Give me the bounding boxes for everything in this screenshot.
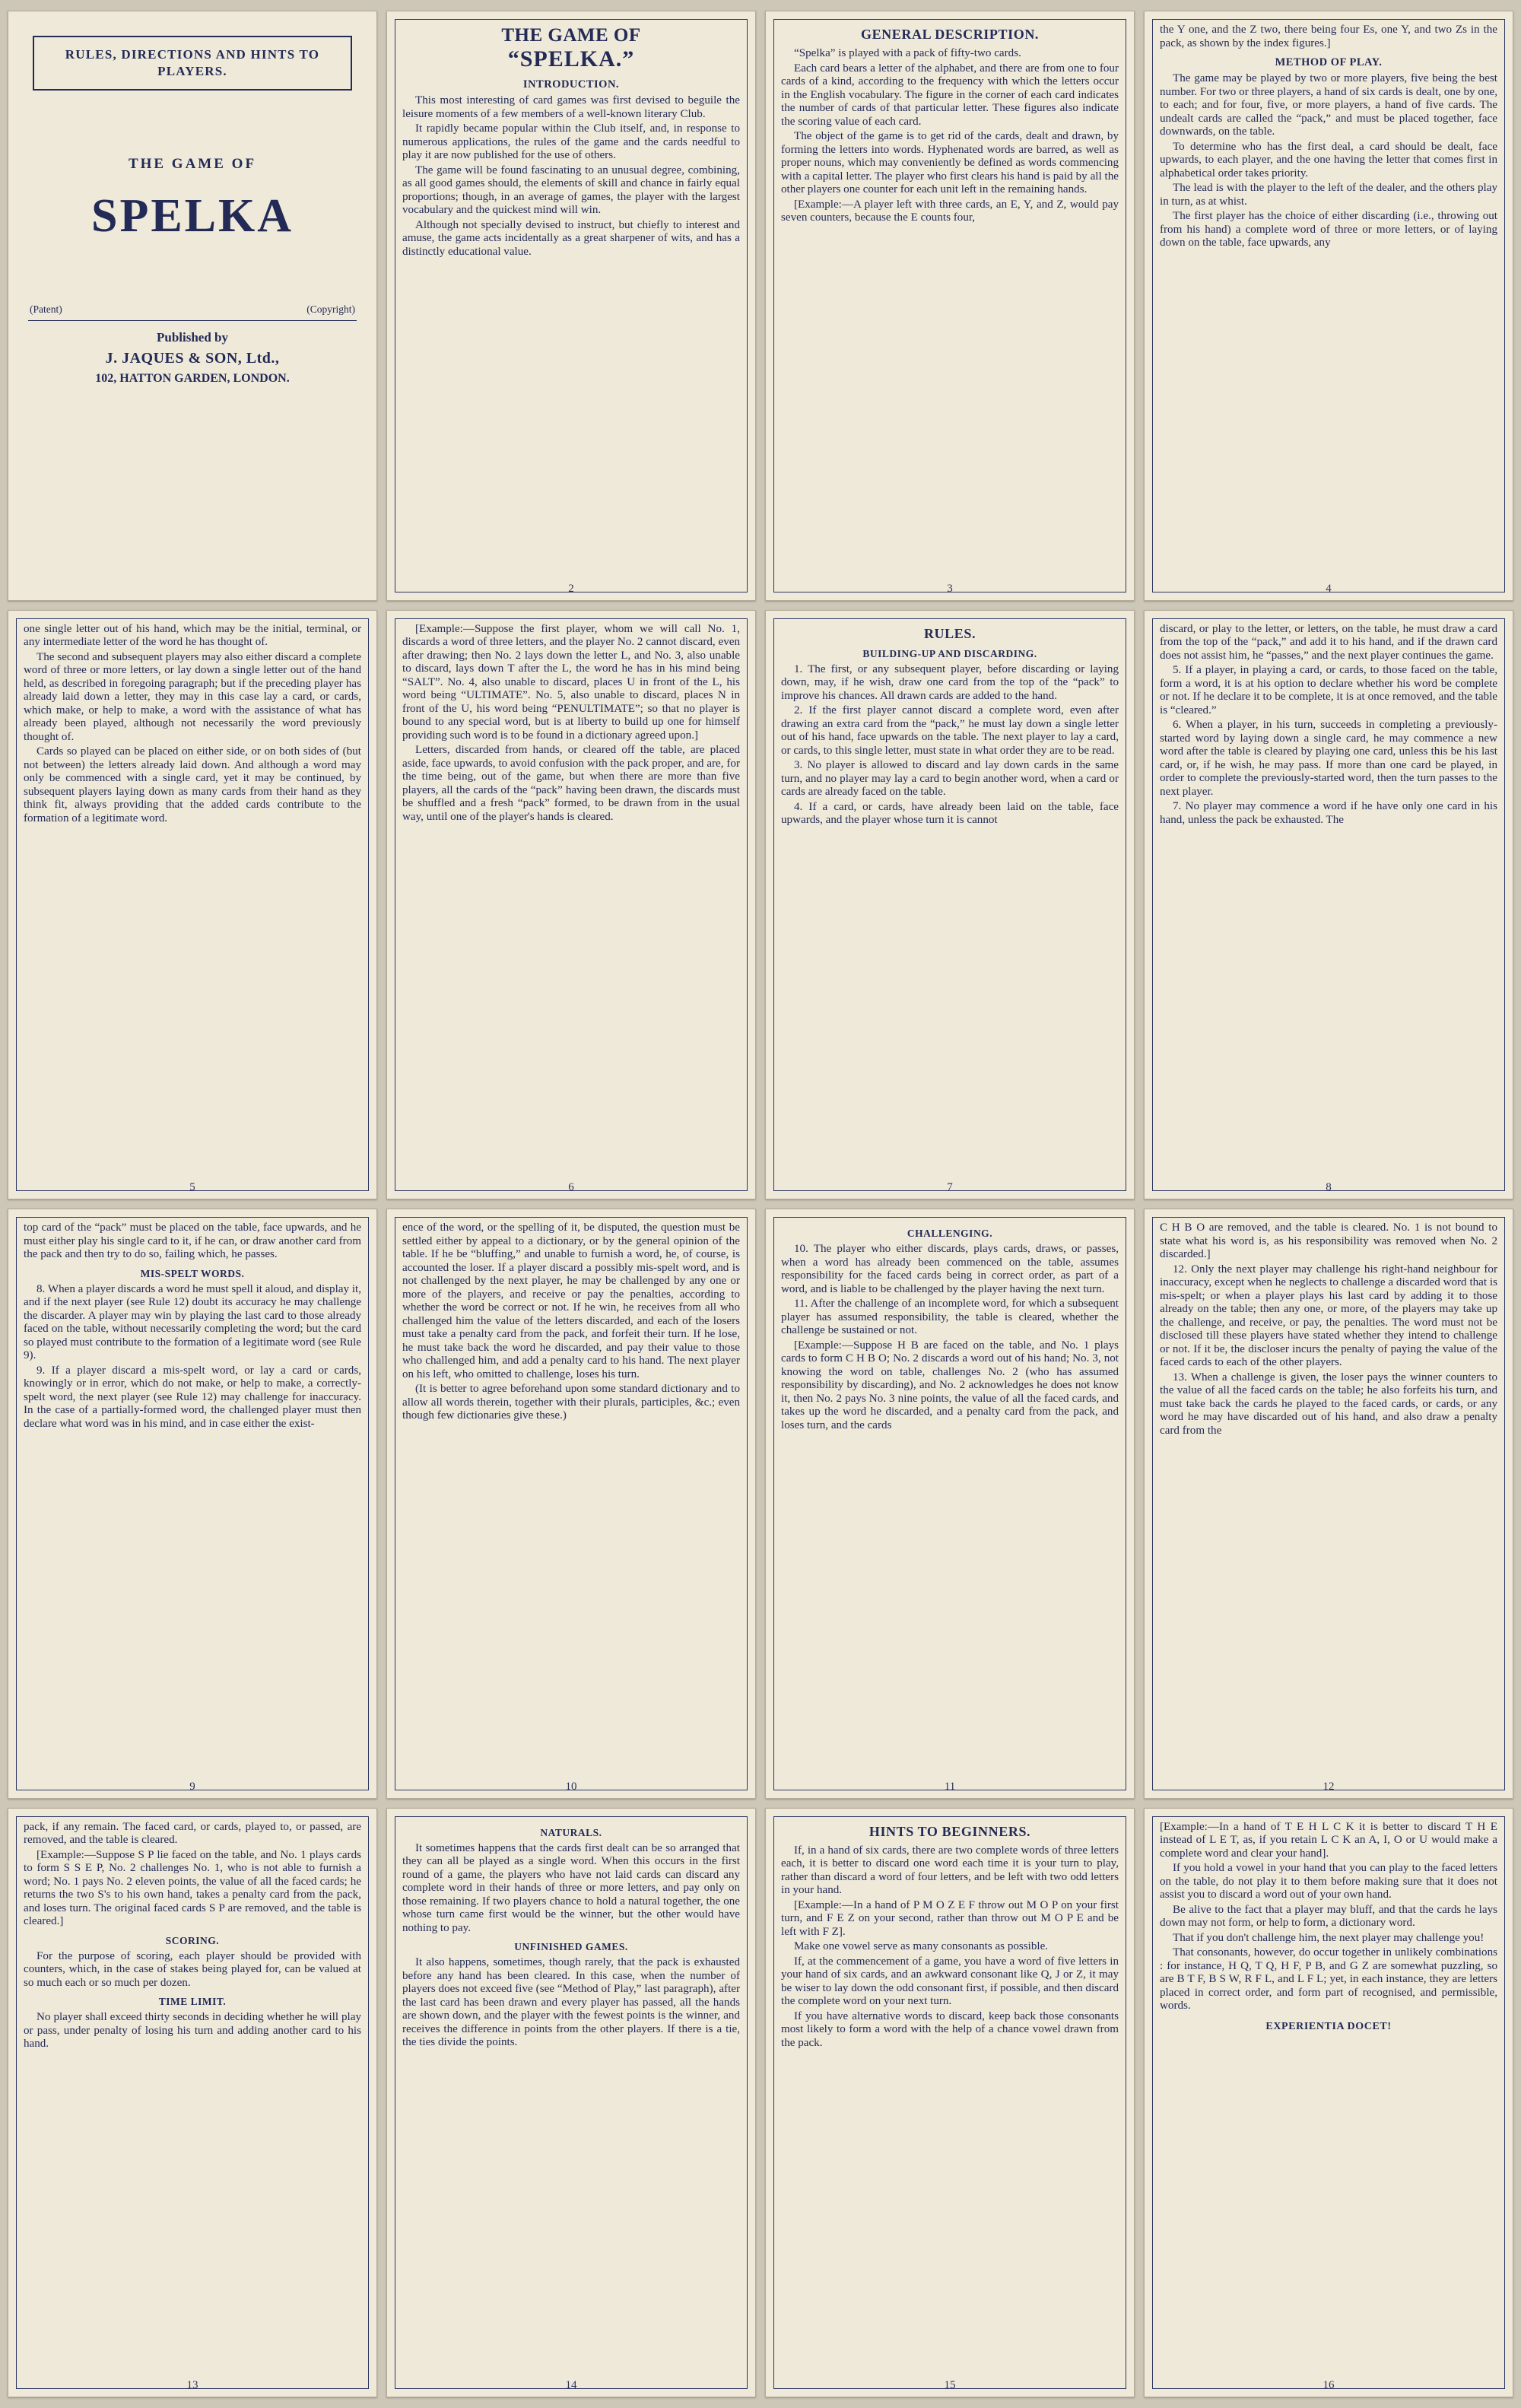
body-text	[24, 1821, 361, 1929]
section-heading: HINTS TO BEGINNERS.	[868, 1823, 1031, 1839]
body-text	[781, 1844, 1119, 2051]
rule-item: 8. When a player discards a word he must spell it aloud, and display it, and if the next player (see Rule 12) doubt its accuracy he may challenge the discarder. A player may win by playing the last card to those already faced on the table, without necessarily completing the word; but the card so played must contribute to the formation of a legitimate word (see Rule 9).	[24, 1282, 361, 1361]
page-number: 10	[565, 1780, 577, 1793]
page-number: 6	[568, 1181, 574, 1193]
card-page-15	[765, 1808, 1135, 2398]
page-number: 12	[1323, 1780, 1335, 1793]
body-text-continued	[1160, 24, 1497, 50]
rule-item: 2. If the first player cannot discard a complete word, even after drawing an extra card from the “pack,” he must lay down a single letter out of his hand, face upwards on the table. The next player to lay a card, or cards, to this single letter, must state in what order they are to be read.	[781, 704, 1119, 757]
page-number: 13	[186, 2379, 198, 2391]
cover-published-by: Published by	[156, 330, 228, 345]
card-page-5	[8, 610, 377, 1200]
example: [Example:—In a hand of T E H L C K it is better to discard T H E instead of L E T, as, if you retain L C K an A, I, O or U would make a complete word and clear your hand].	[1160, 1820, 1497, 1860]
naturals-heading: NATURALS.	[540, 1826, 602, 1838]
card-page-4	[1144, 11, 1513, 601]
example: [Example:—In a hand of P M O Z E F throw out M O P on your first turn, and F E Z on your second, rather than throw out M O P E and be left with F Z].	[781, 1898, 1119, 1938]
rule-item: 3. No player is allowed to discard and lay down cards in the same turn, and no player may lay a card to begin another word, when a card or cards are already faced on the table.	[781, 759, 1119, 798]
paragraph: If you hold a vowel in your hand that you can play to the faced letters on the table, do not play it to them before making sure that it does not assist you to discard a word out of your own hand.	[1160, 1862, 1497, 1901]
paragraph: No player shall exceed thirty seconds in deciding whether he will play or pass, under penalty of losing his turn and adding another card to his hand.	[24, 2011, 361, 2050]
card-page-10	[386, 1209, 756, 1799]
card-page-11	[765, 1209, 1135, 1799]
body-text	[402, 94, 740, 259]
page-number: 3	[947, 582, 953, 595]
body-text	[781, 1243, 1119, 1432]
page-number: 16	[1323, 2379, 1335, 2391]
scoring-text	[24, 1950, 361, 1990]
card-page-16	[1144, 1808, 1513, 2398]
rule-item: 4. If a card, or cards, have already been laid on the table, face upwards, and the player whose turn it is cannot	[781, 800, 1119, 826]
paragraph: Cards so played can be placed on either side, or on both sides of (but not between) the letters already laid down. And although a word may only be commenced with a single card, yet it may be continued, by subsequent players laying down as many cards from their hand as they think fit, always providing that the added cards contribute to the formation of a legitimate word.	[24, 745, 361, 824]
cover-patent: (Patent)	[30, 303, 62, 316]
card-page-2	[386, 11, 756, 601]
naturals-text	[402, 1842, 740, 1936]
cover-patent-line	[28, 303, 357, 316]
paragraph: The first player has the choice of either discarding (i.e., throwing out from his hand) a complete word of three or more letters, or of laying down on the table, face upwards, any	[1160, 210, 1497, 249]
example: [Example:—Suppose H B are faced on the table, and No. 1 plays cards to form C H B O; No. 2 discards a word out of his hand; No. 3, not knowing the word on table, challenges No. 2 (who has assumed responsibility by discarding), and No. 2 acknowledges he does not know it, then No. 2 pays No. 3 nine points, the value of all the faced cards, and takes up the word he discarded, and a penalty card from the pack, and loses turn, and the cards	[781, 1339, 1119, 1431]
body-text	[781, 47, 1119, 225]
paragraph: If you have alternative words to discard, keep back those consonants most likely to form a word with the help of a chance vowel drawn from the pack.	[781, 2009, 1119, 2049]
paragraph: “Spelka” is played with a pack of fifty-two cards.	[794, 47, 1021, 59]
paragraph: Although not specially devised to instruct, but chiefly to interest and amuse, the game acts incidentally as a great sharpener of wits, and has a distinctly educational value.	[402, 218, 740, 258]
page-number: 4	[1326, 582, 1332, 595]
example: [Example:—Suppose S P lie faced on the table, and No. 1 plays cards to form S S E P, No. 2 challenges No. 1, who is not able to furnish a word; No. 1 pays No. 2 eleven points, the value of all the faced cards; he returns the two S's to his own hand, takes a penalty card from the pack, and loses turn. The original faced cards S P are removed, and the table is cleared.]	[24, 1848, 361, 1927]
paragraph: discard, or play to the letter, or letters, on the table, he must draw a card from the top of the “pack,” and add it to his hand, and if the drawn card does not assist him, he “passes,” and the next player continues the game.	[1160, 622, 1497, 662]
paragraph: If, in a hand of six cards, there are two complete words of three letters each, it is better to discard one word each time it is your turn to play, rather than discard a word of four letters, and be left with two odd letters in your hand.	[781, 1844, 1119, 1896]
paragraph: It also happens, sometimes, though rarely, that the pack is exhausted before any hand has been cleared. In this case, when the number of players does not exceed five (see “Method of Play,” last paragraph), after the last card has been drawn and every player has passed, all the hands are shown down, and the player with the fewest points is the winner, and receives the difference in points from the other players. If there is a tie, the ties divide the points.	[402, 1956, 740, 2048]
paragraph: Each card bears a letter of the alphabet, and there are from one to four cards of a kind, according to the frequency with which the letters occur in the English vocabulary. The figure in the corner of each card indicates the number of cards of that particular letter. These figures also indicate the scoring value of each card.	[781, 62, 1119, 128]
unfinished-games-heading: UNFINISHED GAMES.	[514, 1941, 628, 1952]
cover-publisher	[28, 329, 357, 387]
paragraph: [Example:—Suppose the first player, whom we will call No. 1, discards a word of three letters, and the player No. 2 cannot discard, even after drawing; then No. 2 lays down the letter L, and No. 3, also unable to discard, lays down T after the L, the word he has in his mind being “SALT”. No. 4, also unable to discard, places U in front of the L, his word being “ULTIMATE”. No. 5, also unable to discard, places N in front of the U, his word being “PENULTIMATE”; so that no player is bound to any special word, but is at liberty to build up one for himself providing such word is to be found in a dictionary agreed upon.]	[402, 622, 740, 742]
body-text	[24, 1283, 361, 1431]
card-grid	[8, 11, 1513, 2397]
card-page-8	[1144, 610, 1513, 1200]
cover-title: SPELKA	[90, 190, 294, 243]
paragraph: That consonants, however, do occur together in unlikely combinations : for instance, H Q, T Q, H F, P B, and G Z are somewhat puzzling, so are B T F, B S W, R F L, and L F L; yet, in each instance, they are letters placed in correct order, and form part of recognised, and permissible, words.	[1160, 1946, 1497, 2012]
rule-item: 5. If a player, in playing a card, or cards, to those faced on the table, form a word, it is at his option to declare whether his word be complete or not. If he declare it to be complete, it is at once removed, and the table is “cleared.”	[1160, 664, 1497, 716]
card-page-7	[765, 610, 1135, 1200]
rule-item: 12. Only the next player may challenge his right-hand neighbour for inaccuracy, except when he neglects to challenge a discarded word that is mis-spelt; or when a player plays his last card by adding it to those already on the table; then any one, or more, of the players may take up the challenge, and receive, or pay, the penalties. The word must not be disclosed till these players have stated whether they intend to challenge or not. If it be, the discloser incurs the penalty of paying the value of the faced cards to each of the other players.	[1160, 1263, 1497, 1368]
paragraph: The game will be found fascinating to an unusual degree, combining, as all good games should, the elements of skill and chance in fairly equal proportions; though, in an average of games, the player with the largest vocabulary and the quickest mind will win.	[402, 164, 740, 216]
paragraph: C H B O are removed, and the table is cleared. No. 1 is not bound to state what his word is, as his responsibility was removed when No. 2 discarded.]	[1160, 1221, 1497, 1260]
rule-item: 7. No player may commence a word if he have only one card in his hand, unless the pack be exhausted. The	[1160, 800, 1497, 826]
paragraph: Make one vowel serve as many consonants as possible.	[794, 1940, 1049, 1952]
body-text	[1160, 1821, 1497, 2013]
card-cover	[8, 11, 377, 601]
body-text	[781, 663, 1119, 828]
page-title-line1: THE GAME OF	[501, 25, 641, 46]
paragraph: one single letter out of his hand, which may be the initial, terminal, or any intermediate letter of the word he has thought of.	[24, 622, 361, 648]
page-number: 8	[1326, 1181, 1332, 1193]
paragraph: It rapidly became popular within the Club itself, and, in response to numerous applications, the rules of the game and the cards needful to play it are now published for the use of others.	[402, 122, 740, 161]
page-title	[402, 25, 740, 72]
paragraph: pack, if any remain. The faced card, or cards, played to, or passed, are removed, and the table is cleared.	[24, 1820, 361, 1846]
rule-item: 9. If a player discard a mis-spelt word, or lay a card or cards, knowingly or in error, which do not make, or help to make, a correctly-spelt word, the next player (see Rule 12) may challenge for inaccuracy. In the case of a partially-formed word, the challenged player must then declare what word was in his mind, and in case either the exist-	[24, 1364, 361, 1430]
section-heading: RULES.	[923, 625, 976, 641]
card-page-14	[386, 1808, 756, 2398]
paragraph: ence of the word, or the spelling of it, be disputed, the question must be settled either by appeal to a dictionary, or by the general opinion of the table. If he be “bluffing,” and unable to furnish a word, he, of course, is accounted the loser. If a player discard a possibly mis-spelt word, and is not challenged by the next player, he may be challenged by any one or more of the players, and receive or pay the penalties, according to whether the word be correct or not. If he win, he receives from all who challenged him the value of the letters discarded, and each of the losers must take a penalty card from the pack, and forfeit their turn. If he lose, he must take back the word he discarded, and pay their value to those who challenged him, and add a penalty card to his hand. The next player on his left, who omitted to challenge, loses his turn.	[402, 1221, 740, 1380]
page-number: 7	[947, 1181, 953, 1193]
paragraph: Letters, discarded from hands, or cleared off the table, are placed aside, face upwards, to avoid confusion with the pack proper, and are, for the time being, out of the game, but when there are more than five players, all the cards of the “pack” having been drawn, the discards must be shuffled and a fresh “pack” formed, to be drawn from in the usual way, until one of the player's hands is cleared.	[402, 744, 740, 823]
rule-item: 13. When a challenge is given, the loser pays the winner counters to the value of all the faced cards on the table; he also forfeits his turn, and must take back the cards he played to the faced cards, or cards, or any word he may have discarded out of his hand, and also draw a penalty card from the	[1160, 1371, 1497, 1437]
cover-game-of: THE GAME OF	[128, 156, 257, 173]
rule-item: 1. The first, or any subsequent player, before discarding or laying down, may, if he wish, draw one card from the top of the “pack” to improve his chances. All drawn cards are added to the hand.	[781, 662, 1119, 702]
cover-address: 102, HATTON GARDEN, LONDON.	[95, 371, 290, 385]
paragraph: This most interesting of card games was first devised to beguile the leisure moments of a few members of a well-known literary Club.	[402, 94, 740, 120]
section-subheading: BUILDING-UP AND DISCARDING.	[862, 647, 1037, 659]
page-number: 15	[944, 2379, 956, 2391]
cover-rules-box: RULES, DIRECTIONS AND HINTS TO PLAYERS.	[33, 36, 352, 91]
paragraph: That if you don't challenge him, the next player may challenge you!	[1173, 1931, 1484, 1944]
paragraph: (It is better to agree beforehand upon some standard dictionary and to allow all words therein, together with their plurals, participles, &c.; even though few dictionaries give these.)	[402, 1383, 740, 1422]
cover-copyright: (Copyright)	[306, 303, 355, 316]
body-text	[1160, 72, 1497, 250]
card-page-9	[8, 1209, 377, 1799]
section-subheading: MIS-SPELT WORDS.	[140, 1267, 245, 1279]
page-number: 2	[568, 582, 574, 595]
paragraph: To determine who has the first deal, a card should be dealt, face upwards, to each player, and the one having the letter that comes first in alphabetical order takes priority.	[1160, 140, 1497, 179]
page-title-line2: “SPELKA.”	[507, 46, 635, 71]
paragraph: If, at the commencement of a game, you have a word of five letters in your hand of six cards, and an awkward consonant like Q, J or Z, it may be wiser to lay down the odd consonant first, if possible, and then discard the complete word on your next turn.	[781, 1955, 1119, 2007]
paragraph: The game may be played by two or more players, five being the best number. For two or three players, a hand of six cards is dealt, one by one, to each; and for four, five, or more players, a hand of five cards. The undealt cards are called the “pack,” and must be placed together, face downwards, on the table.	[1160, 72, 1497, 138]
paragraph: The object of the game is to get rid of the cards, dealt and drawn, by forming the letters into words. Hyphenated words are barred, as well as proper nouns, which may conveniently be defined as words commencing with a capital letter. The player who first clears his hand is paid by all the other players one counter for each unit left in the remaining hands.	[781, 130, 1119, 195]
paragraph: It sometimes happens that the cards first dealt can be so arranged that they can all be played as a single word. When this occurs in the first round of a game, the players who have not laid cards can discard any complete word in their hands of three or more letters, and pay only on those remaining. If two players chance to hold a natural together, the one whose turn came first would be the winner, but the other would have nothing to pay.	[402, 1841, 740, 1934]
paragraph: the Y one, and the Z two, there being four Es, one Y, and two Zs in the pack, as shown by the index figures.]	[1160, 24, 1497, 49]
time-limit-heading: TIME LIMIT.	[158, 1996, 227, 2007]
section-subheading: CHALLENGING.	[907, 1228, 993, 1239]
card-page-6	[386, 610, 756, 1200]
body-text	[24, 623, 361, 826]
body-text	[402, 1221, 740, 1423]
section-heading: INTRODUCTION.	[522, 78, 620, 91]
card-page-13	[8, 1808, 377, 2398]
page-number: 5	[189, 1181, 195, 1193]
body-text	[402, 623, 740, 824]
body-text	[1160, 623, 1497, 828]
paragraph: [Example:—A player left with three cards, an E, Y, and Z, would pay seven counters, because the E counts four,	[781, 198, 1119, 224]
scoring-heading: SCORING.	[165, 1934, 220, 1946]
page-number: 9	[189, 1780, 195, 1793]
unfinished-games-text	[402, 1956, 740, 2050]
paragraph: For the purpose of scoring, each player should be provided with counters, which, in the case of stakes being played for, can be valued at so much each or so much per dozen.	[24, 1949, 361, 1989]
page-number: 11	[944, 1780, 956, 1793]
paragraph: top card of the “pack” must be placed on the table, face upwards, and he must either play his single card to it, if he can, or draw another card from the pack and then try to do so, failing which, he passes.	[24, 1221, 361, 1260]
body-text	[1160, 1221, 1497, 1437]
body-text-continued	[24, 1221, 361, 1262]
time-limit-text	[24, 2011, 361, 2051]
card-page-12	[1144, 1209, 1513, 1799]
paragraph: Be alive to the fact that a player may bluff, and that the cards he lays down may not form, or help to form, a dictionary word.	[1160, 1903, 1497, 1929]
paragraph: The lead is with the player to the left of the dealer, and the others play in turn, as at whist.	[1160, 182, 1497, 208]
cover-firm: J. JAQUES & SON, Ltd.,	[105, 349, 280, 367]
rule-item: 10. The player who either discards, plays cards, draws, or passes, when a word has already been commenced on the table, assumes responsibility for the faced cards being in correct order, as part of a word, and is liable to be challenged by the player having the next turn.	[781, 1243, 1119, 1295]
rule-item: 6. When a player, in his turn, succeeds in completing a previously-started word by laying down a single card, he may commence a new word after the table is cleared by playing one card, unless this be his last card, or, if he wish, he may pass. If more than one card be played, in order to complete the previously-started word, then the turn passes to the next player.	[1160, 719, 1497, 798]
paragraph: The second and subsequent players may also either discard a complete word of three or more letters, or lay down a single letter out of the hand held, as described in foregoing paragraph; but if the preceding player has already laid down a letter, they may in this case lay a card, or cards, which make, or help to make, a word with the assistance of what has already been played, although not necessarily the word previously thought of.	[24, 650, 361, 743]
cover-divider	[28, 320, 357, 321]
section-heading: GENERAL DESCRIPTION.	[860, 27, 1040, 42]
section-heading: METHOD OF PLAY.	[1275, 56, 1383, 68]
card-page-3	[765, 11, 1135, 601]
rule-item: 11. After the challenge of an incomplete word, for which a subsequent player has assumed responsibility, the table is cleared, whether the challenge be sustained or not.	[781, 1298, 1119, 1336]
motto: EXPERIENTIA DOCET!	[1265, 2020, 1392, 2032]
page-number: 14	[565, 2379, 577, 2391]
